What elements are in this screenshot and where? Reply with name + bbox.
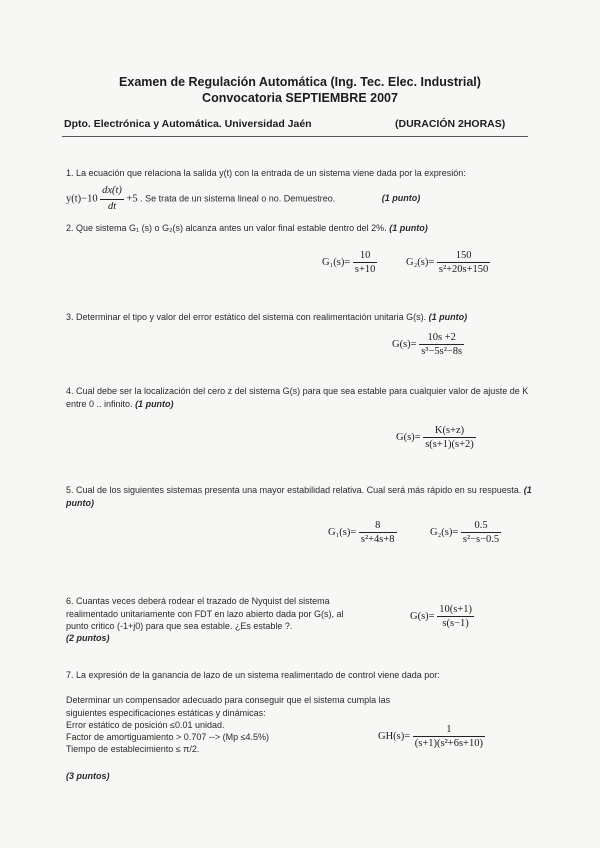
q2-g1-formula [322, 250, 377, 275]
q2-g2-lhs: G₂(s)= [406, 256, 435, 268]
question-2-row [66, 222, 536, 235]
q6-num: 10(s+1) [439, 604, 472, 615]
q2-g2-den: s²+20s+150 [438, 264, 489, 275]
q5-g2-den: s²−s−0.5 [462, 534, 500, 545]
q7-den: (s+1)(s²+6s+10) [414, 738, 483, 749]
q7-num: 1 [413, 724, 485, 737]
q3-lhs: G(s)= [392, 338, 417, 350]
exam-session: Convocatoria SEPTIEMBRE 2007 [202, 91, 398, 105]
q4-points: (1 punto) [135, 398, 174, 409]
department: Dpto. Electrónica y Automática. Universidad Jaén [64, 118, 312, 130]
q6-points: (2 puntos) [66, 633, 110, 643]
q1-tail: . Se trata de un sistema lineal o no. Demuestreo. [140, 193, 336, 204]
question-6-text: 6. Cuantas veces deberá rodear el trazado de Nyquist del sistema realimentado unitariamente con FDT en lazo abierto dada por G(s), al punto critico (-1+j0) para que sea estable. ¿Es estable ?. [66, 596, 344, 631]
question-1-text: 1. La ecuación que relaciona la salida y(t) con la entrada de un sistema viene dada por la expresión: [66, 168, 466, 178]
question-5-row [66, 484, 536, 509]
q3-formula [392, 332, 464, 357]
q2-points: (1 punto) [389, 223, 428, 233]
q7-spec-2: Factor de amortiguamiento > 0.707 --> (Mp ≤4.5%) [66, 732, 270, 742]
question-3-text: 3. Determinar el tipo y valor del error estático del sistema con realimentación unitaria G(s). [66, 312, 427, 322]
exam-title: Examen de Regulación Automática (Ing. Tec. Elec. Industrial) [119, 75, 481, 89]
q1-points: (1 punto) [381, 193, 421, 204]
q6-lhs: G(s)= [410, 610, 435, 622]
q5-g2-num: 0.5 [461, 520, 501, 533]
question-4-row [66, 385, 536, 410]
q7-intro: Determinar un compensador adecuado para conseguir que el sistema cumpla las siguientes especificaciones estáticas y dinámicas: [66, 695, 391, 718]
q1-eq-den: dt [107, 200, 117, 212]
q5-g1-formula [328, 520, 397, 545]
question-7-text: 7. La expresión de la ganancia de lazo de un sistema realimentado de control viene dada por: [66, 670, 440, 680]
question-4-text: 4. Cual debe ser la localización del cero z del sistema G(s) para que sea estable para cualquier valor de ajuste de K entre 0 .. infinito. [66, 386, 529, 409]
q7-spec-1: Error estático de posición ≤0.01 unidad. [66, 720, 225, 730]
q2-g1-num: 10 [353, 250, 378, 263]
question-5-text: 5. Cual de los siguientes sistemas presenta una mayor estabilidad relativa. Cual será más rápido en su respuesta. [66, 485, 522, 495]
q7-points: (3 puntos) [66, 771, 110, 781]
q4-num: K(s+z) [423, 425, 476, 438]
q5-g1-num: 8 [359, 520, 397, 533]
question-2-text: 2. Que sistema G₁ (s) o G₂(s) alcanza antes un valor final estable dentro del 2%. [66, 223, 387, 233]
q2-g1-den: s+10 [354, 264, 376, 275]
q3-den: s³−5s²−8s [421, 346, 463, 357]
q5-g1-den: s²+4s+8 [360, 534, 395, 545]
q1-eq-num: dx(t) [100, 185, 124, 200]
question-3-row [66, 311, 536, 324]
q2-g2-num: 150 [437, 250, 490, 263]
q7-formula [378, 724, 485, 749]
q3-points: (1 punto) [428, 312, 468, 322]
q1-eq-rhs: +5 [126, 193, 138, 205]
q2-g2-formula [406, 250, 490, 275]
q2-g1-lhs: G₁(s)= [322, 256, 351, 268]
q5-g2-formula [430, 520, 501, 545]
duration: (DURACIÓN 2HORAS) [395, 118, 506, 130]
q7-lhs: GH(s)= [378, 730, 411, 742]
q4-den: s(s+1)(s+2) [425, 439, 474, 450]
q6-formula [410, 604, 474, 629]
q1-eq-lhs: y(t)−10 [66, 193, 98, 205]
q5-g2-lhs: G₂(s)= [430, 526, 459, 538]
q7-spec-3: Tiempo de establecimiento ≤ π/2. [66, 744, 200, 754]
q4-formula [396, 425, 476, 450]
q6-den: s(s−1) [442, 618, 469, 629]
q1-eq-fraction [100, 185, 124, 213]
header-divider [62, 136, 528, 137]
q4-lhs: G(s)= [396, 431, 421, 443]
q5-points: (1 punto) [66, 485, 532, 508]
question-1-equation-row [66, 185, 536, 213]
q5-g1-lhs: G₁(s)= [328, 526, 357, 538]
q3-num: 10s +2 [419, 332, 464, 345]
